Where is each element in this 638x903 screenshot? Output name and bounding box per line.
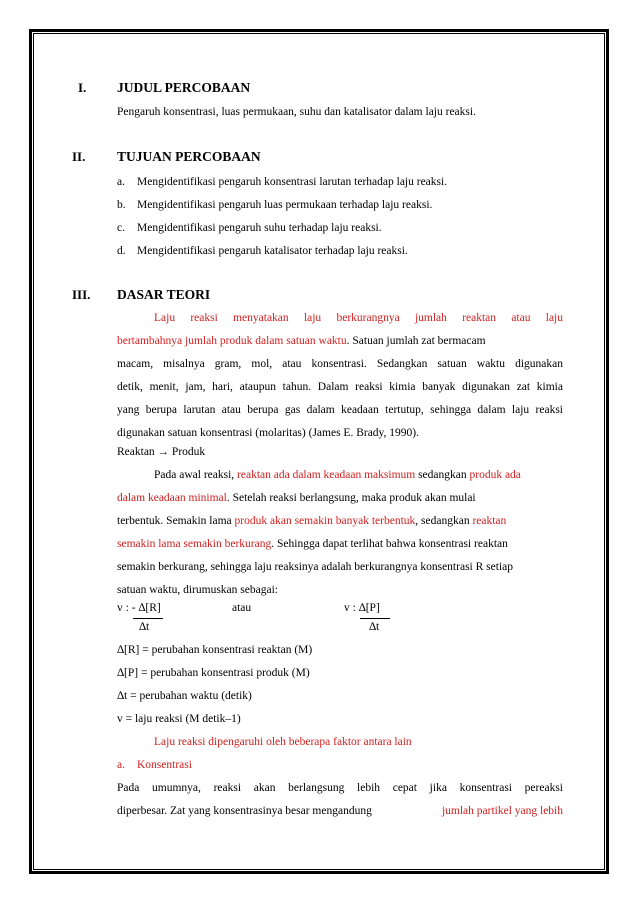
highlight-text: produk ada [469,469,521,481]
definition-line: ∆t = perubahan waktu (detik) [117,690,252,702]
highlight-text: semakin lama semakin berkurang [117,538,272,550]
highlight-text: produk akan semakin banyak terbentuk [234,515,416,527]
section-1-body: Pengaruh konsentrasi, luas permukaan, suhu dan katalisator dalam laju reaksi. [117,106,476,118]
theory-paragraph-3-line-1: Pada umumnya, reaksi akan berlangsung lebih cepat jika konsentrasi pereaksi [117,782,563,794]
formula-left-numerator: v : - ∆[R] [117,602,161,614]
theory-paragraph-2-line-4 [117,538,508,550]
highlight-text: jumlah partikel yang lebih [441,805,563,817]
list-item: Mengidentifikasi pengaruh konsentrasi larutan terhadap laju reaksi. [137,176,448,188]
section-3-title: DASAR TEORI [117,287,211,302]
theory-paragraph-1-line-6: digunakan satuan konsentrasi (molaritas) (James E. Brady, 1990). [117,427,420,439]
body-text: , sedangkan [415,515,470,527]
theory-paragraph-2-line-6: satuan waktu, dirumuskan sebagai: [117,584,278,596]
theory-paragraph-2-line-2 [117,492,476,504]
fraction-bar [133,618,163,619]
fraction-bar [360,618,390,619]
highlight-text: reaktan ada dalam keadaan maksimum [237,469,416,481]
body-text: Pada awal reaksi, [154,469,235,481]
formula-connector: atau [232,602,252,614]
body-text: diperbesar. Zat yang konsentrasinya besar mengandung [117,805,372,817]
highlight-text: bertambahnya jumlah produk dalam satuan waktu [117,335,347,347]
body-text: terbentuk. Semakin lama [117,515,232,527]
list-item: Mengidentifikasi pengaruh katalisator terhadap laju reaksi. [137,245,408,257]
theory-paragraph-1-line-1: Laju reaksi menyatakan laju berkurangnya jumlah reaktan atau laju [154,312,563,324]
section-3-number: III. [72,287,91,302]
formula-right-numerator: v : ∆[P] [344,602,380,614]
formula-right-denominator: ∆t [369,621,380,633]
highlight-text: reaktan [472,515,507,527]
subsection-title: Konsentrasi [137,759,192,771]
theory-paragraph-2-line-1 [154,469,521,481]
body-text: . Satuan jumlah zat bermacam [346,335,486,347]
definition-line: ∆[R] = perubahan konsentrasi reaktan (M) [117,644,313,656]
theory-paragraph-2-line-3 [117,515,506,527]
formula-left-denominator: ∆t [139,621,150,633]
list-item-marker: c. [117,222,125,234]
section-1-title: JUDUL PERCOBAAN [117,80,251,95]
body-text: . Sehingga dapat terlihat bahwa konsentrasi reaktan [271,538,508,550]
reaction-equation: Reaktan → Produk [117,446,206,458]
section-2-title: TUJUAN PERCOBAAN [117,149,261,164]
list-item: Mengidentifikasi pengaruh luas permukaan terhadap laju reaksi. [137,199,433,211]
section-2-number: II. [72,149,86,164]
definition-line: ∆[P] = perubahan konsentrasi produk (M) [117,667,310,679]
factors-intro: Laju reaksi dipengaruhi oleh beberapa faktor antara lain [154,736,412,748]
list-item: Mengidentifikasi pengaruh suhu terhadap laju reaksi. [137,222,382,234]
highlight-text: dalam keadaan minimal [117,492,227,504]
body-text: sedangkan [418,469,467,481]
theory-paragraph-1-line-5: yang berupa larutan atau berupa gas dalam keadaan tertutup, sehingga dalam laju reaksi [117,404,563,416]
theory-paragraph-1-line-2 [117,335,486,347]
body-text: . Setelah reaksi berlangsung, maka produk akan mulai [226,492,476,504]
subsection-marker: a. [117,759,125,771]
definition-line: v = laju reaksi (M detik–1) [117,713,241,725]
list-item-marker: b. [117,199,126,211]
section-1-number: I. [78,80,87,95]
theory-paragraph-1-line-4: detik, menit, jam, hari, ataupun tahun. Dalam reaksi kimia banyak digunakan zat kimia [117,381,563,393]
theory-paragraph-3-line-2 [117,805,563,817]
theory-paragraph-2-line-5: semakin berkurang, sehingga laju reaksinya adalah berkurangnya konsentrasi R setiap [117,561,513,573]
list-item-marker: a. [117,176,125,188]
theory-paragraph-1-line-3: macam, misalnya gram, mol, atau konsentrasi. Sedangkan satuan waktu digunakan [117,358,563,370]
list-item-marker: d. [117,245,126,257]
